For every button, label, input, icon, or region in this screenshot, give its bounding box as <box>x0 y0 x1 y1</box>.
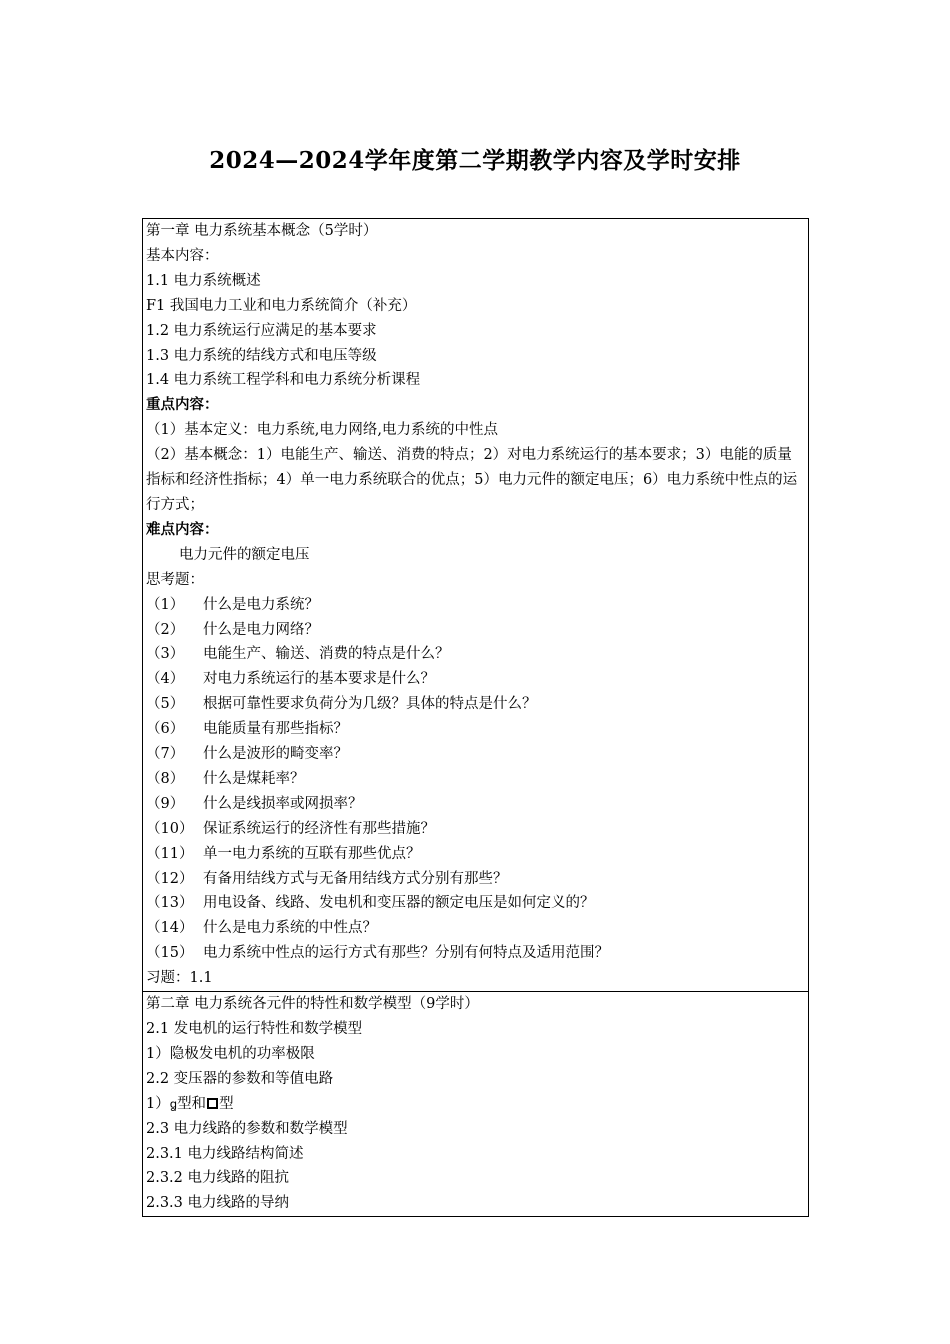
question-text: 有备用结线方式与无备用结线方式分别有那些？ <box>203 870 508 887</box>
question-number: （7） <box>146 746 185 763</box>
question-item <box>146 941 806 966</box>
question-number: （1） <box>146 596 185 613</box>
question-item <box>146 767 806 792</box>
question-text: 电力系统中性点的运行方式有那些？分别有何特点及适用范围？ <box>203 945 609 962</box>
question-item <box>146 817 806 842</box>
question-text: 什么是煤耗率？ <box>203 770 305 787</box>
section-item: 2.3 电力线路的参数和数学模型 <box>146 1120 348 1137</box>
syllabus-table <box>142 218 809 1217</box>
chapter-1-heading: 第一章 电力系统基本概念（5学时） <box>146 223 378 239</box>
section-subitem <box>146 1092 806 1117</box>
question-item <box>146 692 806 717</box>
question-number: （9） <box>146 795 185 812</box>
question-number: （11） <box>146 845 194 862</box>
question-text: 什么是电力系统的中性点？ <box>203 920 377 937</box>
question-number: （10） <box>146 820 194 837</box>
question-number: （6） <box>146 721 185 738</box>
question-item <box>146 667 806 692</box>
section-item: 2.2 变压器的参数和等值电路 <box>146 1070 334 1087</box>
section-subitem: 1）隐极发电机的功率极限 <box>146 1045 315 1062</box>
question-text: 电能质量有那些指标？ <box>203 721 348 738</box>
question-item <box>146 742 806 767</box>
question-item <box>146 642 806 667</box>
chapter-2-heading: 第二章 电力系统各元件的特性和数学模型（9学时） <box>146 996 479 1013</box>
basic-item: 1.1 电力系统概述 <box>146 272 261 289</box>
question-number: （12） <box>146 870 194 887</box>
question-number: （5） <box>146 696 185 713</box>
question-number: （3） <box>146 646 185 663</box>
difficult-content-label: 难点内容： <box>146 520 219 538</box>
question-item <box>146 618 806 643</box>
question-item <box>146 842 806 867</box>
subitem-prefix: 1） <box>146 1095 170 1112</box>
gamma-symbol-icon: ꬶ <box>169 1096 178 1111</box>
question-text: 电能生产、输送、消费的特点是什么？ <box>203 646 450 663</box>
question-number: （8） <box>146 770 185 787</box>
section-item: 2.1 发电机的运行特性和数学模型 <box>146 1021 363 1037</box>
question-text: 单一电力系统的互联有那些优点？ <box>203 845 421 862</box>
question-number: （13） <box>146 895 194 912</box>
question-item <box>146 916 806 941</box>
question-number: （2） <box>146 621 185 638</box>
basic-item: 1.3 电力系统的结线方式和电压等级 <box>146 347 377 364</box>
subitem-suffix: 型 <box>219 1095 234 1112</box>
question-text: 保证系统运行的经济性有那些措施？ <box>203 820 435 837</box>
question-item <box>146 867 806 892</box>
question-number: （15） <box>146 945 194 962</box>
basic-content-label: 基本内容： <box>146 247 219 264</box>
chapter-1-cell <box>143 219 809 992</box>
questions-label: 思考题： <box>146 571 204 588</box>
key-content-label: 重点内容： <box>146 396 219 414</box>
question-number: （14） <box>146 920 194 937</box>
section-subitem: 2.3.1 电力线路结构简述 <box>146 1145 304 1162</box>
section-subitem: 2.3.3 电力线路的导纳 <box>146 1195 290 1212</box>
question-item <box>146 792 806 817</box>
chapter-2-cell <box>143 992 809 1217</box>
chapter-2-row <box>143 992 809 1217</box>
key-item: （1）基本定义：电力系统,电力网络,电力系统的中性点 <box>146 422 498 439</box>
question-text: 什么是电力系统？ <box>203 596 319 613</box>
question-text: 用电设备、线路、发电机和变压器的额定电压是如何定义的？ <box>203 895 595 912</box>
question-text: 什么是线损率或网损率？ <box>203 795 363 812</box>
chapter-1-row <box>143 219 809 992</box>
basic-item: F1 我国电力工业和电力系统简介（补充） <box>146 297 417 314</box>
pi-symbol-icon <box>207 1098 218 1109</box>
subitem-mid: 型和 <box>177 1095 207 1112</box>
section-subitem: 2.3.2 电力线路的阻抗 <box>146 1170 290 1187</box>
key-item: （2）基本概念：1）电能生产、输送、消费的特点；2）对电力系统运行的基本要求；3）电能的质量指标和经济性指标；4）单一电力系统联合的优点；5）电力元件的额定电压；6）电力系统中性点的运行方式； <box>146 447 798 513</box>
question-item <box>146 593 806 618</box>
exercise-line: 习题：1.1 <box>146 970 213 987</box>
difficult-item: 电力元件的额定电压 <box>179 546 310 563</box>
question-item <box>146 891 806 916</box>
question-text: 什么是波形的畸变率？ <box>203 746 348 763</box>
question-item <box>146 717 806 742</box>
basic-item: 1.4 电力系统工程学科和电力系统分析课程 <box>146 372 421 389</box>
question-text: 根据可靠性要求负荷分为几级？具体的特点是什么？ <box>203 696 537 713</box>
page-title: 2024—2024学年度第二学期教学内容及学时安排 <box>209 147 741 174</box>
basic-item: 1.2 电力系统运行应满足的基本要求 <box>146 322 377 339</box>
question-text: 什么是电力网络？ <box>203 621 319 638</box>
question-text: 对电力系统运行的基本要求是什么？ <box>203 671 435 688</box>
question-number: （4） <box>146 671 185 688</box>
